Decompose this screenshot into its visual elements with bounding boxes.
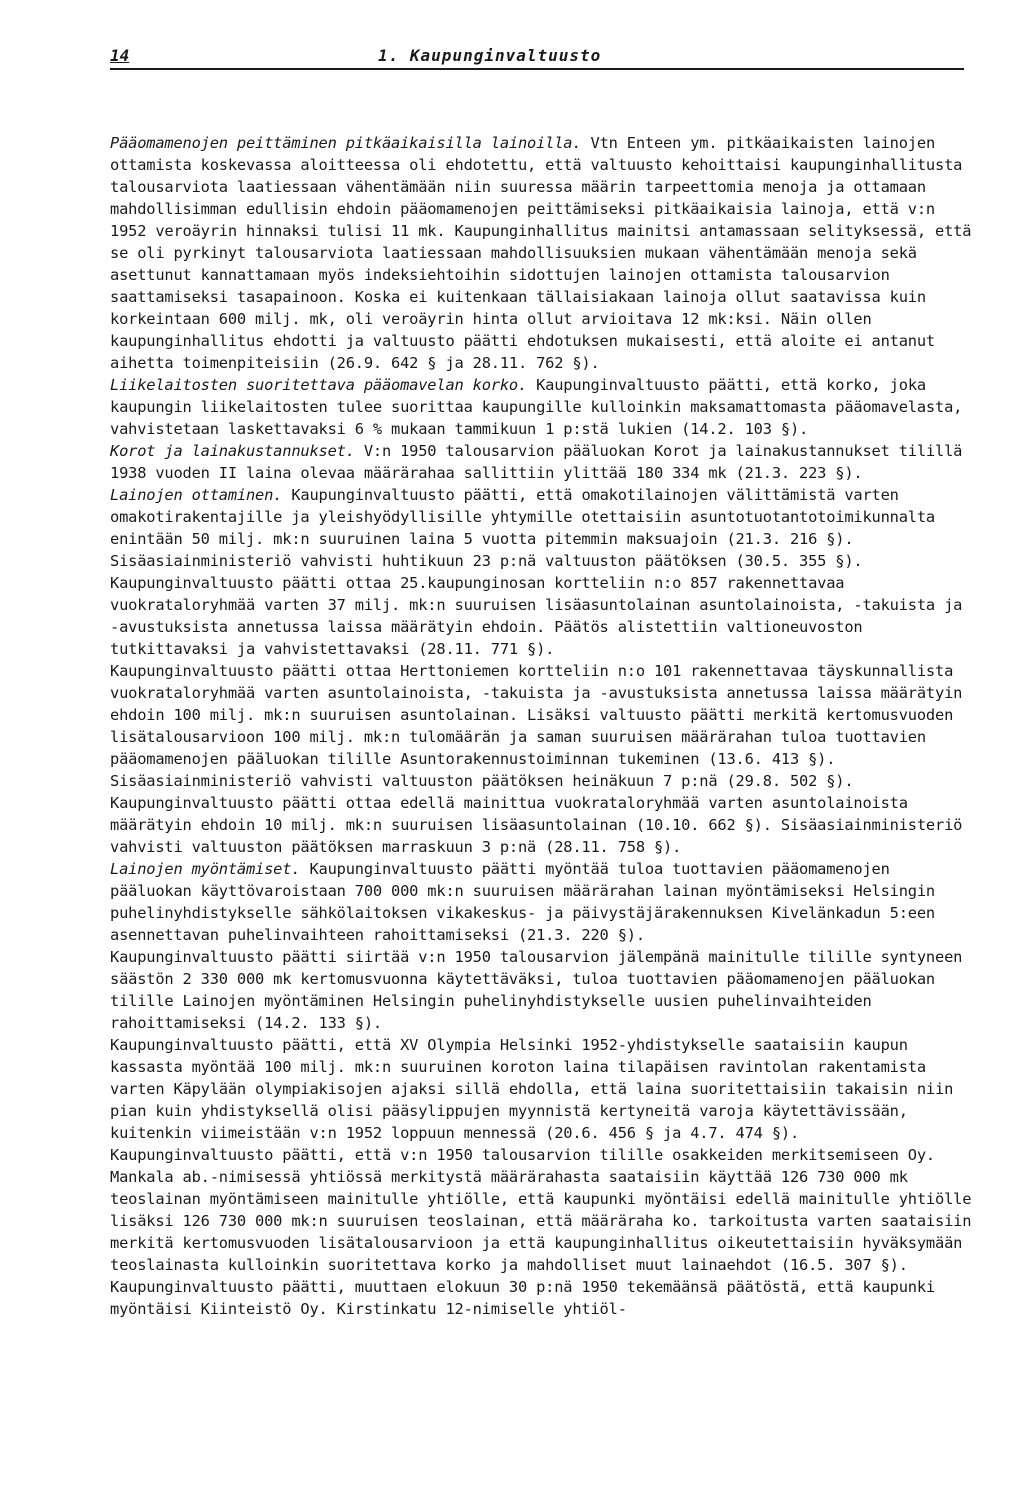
- paragraph: [110, 858, 974, 946]
- section-heading: Pääomamenojen peittäminen pitkäaikaisilla lainoilla.: [110, 134, 582, 152]
- paragraph-text: Vtn Enteen ym. pitkäaikaisten lainojen ottamista koskevassa aloitteessa oli ehdotettu, että valtuusto kehoittaisi kaupunginhallitusta talousarviota laatiessaan vähentämään niin suuressa määrin tarpeettomia menoja ja ottamaan mahdollisimman edullisin ehdoin pääomamenojen peittämiseksi pitkäaikaisia lainoja, että v:n 1952 veroäyrin hinnaksi tulisi 11 mk. Kaupunginhallitus mainitsi antamassaan selityksessä, että se oli pyrkinyt talousarviota laatiessaan mahdollisuuksien mukaan vähentämään menoja sekä asettunut kannattamaan myös indeksiehtoihin sidottujen lainojen ottamista talousarvion saattamiseksi tasapainoon. Koska ei kuitenkaan tällaisiakaan lainoja ollut saatavissa kuin korkeintaan 600 milj. mk, oli veroäyrin hinta ollut arvioitava 12 mk:ksi. Näin ollen kaupunginhallitus ehdotti ja valtuusto päätti ehdotuksen mukaisesti, että aloite ei antanut aihetta toimenpiteisiin (26.9. 642 § ja 28.11. 762 §).: [110, 134, 981, 372]
- paragraph-text: Kaupunginvaltuusto päätti, että omakotilainojen välittämistä varten omakotirakentajille ja yleishyödyllisille yhtymille otettaisiin asuntotuotantotoimikunnalta enintään 50 milj. mk:n suuruinen laina 5 vuotta pitemmin maksuajoin (21.3. 216 §). Sisäasiainministeriö vahvisti huhtikuun 23 p:nä valtuuston päätöksen (30.5. 355 §).: [110, 486, 945, 570]
- paragraph: [110, 484, 974, 572]
- section-heading: Lainojen ottaminen.: [110, 486, 283, 504]
- paragraph: [110, 1144, 981, 1276]
- paragraph-text: Kaupunginvaltuusto päätti, että XV Olympia Helsinki 1952-yhdistykselle saataisiin kaupun kassasta myöntää 100 milj. mk:n suuruinen koroton laina tilapäisen ravintolan rakentamista varten Käpylään olympiakisojen ajaksi sillä ehdolla, että laina suoritettaisiin takaisin niin pian kuin yhdistyksellä olisi pääsylippujen myynnistä kertyneitä varoja käytettävissään, kuitenkin viimeistään v:n 1952 loppuun mennessä (20.6. 456 § ja 4.7. 474 §).: [110, 1036, 963, 1142]
- paragraph-text: Kaupunginvaltuusto päätti ottaa Herttoniemen kortteliin n:o 101 rakennettavaa täyskunnallista vuokrataloryhmää varten asuntolainoista, -takuista ja -avustuksista annetussa laissa määrätyin ehdoin 100 milj. mk:n suuruisen asuntolainan. Lisäksi valtuusto päätti merkitä kertomusvuoden lisätalousarvioon 100 milj. mk:n tulomäärän ja saman suuruisen määrärahan tuloa tuottavien pääomamenojen pääluokan tilille Asuntorakennustoiminnan tukeminen (13.6. 413 §). Sisäasiainministeriö vahvisti valtuuston päätöksen heinäkuun 7 p:nä (29.8. 502 §). Kaupunginvaltuusto päätti ottaa edellä mainittua vuokrataloryhmää varten asuntolainoista määrätyin ehdoin 10 milj. mk:n suuruisen lisäasuntolainan (10.10. 662 §). Sisäasiainministeriö vahvisti valtuuston päätöksen marraskuun 3 p:nä (28.11. 758 §).: [110, 662, 972, 856]
- paragraph: [110, 374, 974, 440]
- paragraph: [110, 440, 974, 484]
- body-text: [110, 132, 981, 1320]
- paragraph-text: Kaupunginvaltuusto päätti, että v:n 1950 talousarvion tilille osakkeiden merkitsemiseen Oy. Mankala ab.-nimisessä yhtiössä merkitystä määrärahasta saataisiin käyttää 126 730 000 mk teoslainan myöntämiseen mainitulle yhtiölle, että kaupunki myöntäisi edellä mainitulle yhtiölle lisäksi 126 730 000 mk:n suuruisen teoslainan, että määräraha ko. tarkoitusta varten saataisiin merkitä kertomusvuoden lisätalousarvioon ja että kaupunginhallitus oikeutettaisiin hyväksymään teoslainasta kulloinkin suoritettava korko ja mahdolliset muut lainaehdot (16.5. 307 §).: [110, 1146, 981, 1274]
- paragraph-text: Kaupunginvaltuusto päätti, että korko, joka kaupungin liikelaitosten tulee suorittaa kaupungille kulloinkin maksamattomasta pääomavelasta, vahvistetaan laskettavaksi 6 % mukaan tammikuun 1 p:stä lukien (14.2. 103 §).: [110, 376, 972, 438]
- paragraph: [110, 132, 981, 374]
- section-heading: Liikelaitosten suoritettava pääomavelan korko.: [110, 376, 528, 394]
- paragraph: [110, 660, 974, 858]
- header-rule: [110, 68, 964, 70]
- section-heading: Korot ja lainakustannukset.: [110, 442, 355, 460]
- paragraph-text: Kaupunginvaltuusto päätti siirtää v:n 1950 talousarvion jälempänä mainitulle tilille syntyneen säästön 2 330 000 mk kertomusvuonna käytettäväksi, tuloa tuottavien pääomamenojen pääluokan tilille Lainojen myöntäminen Helsingin puhelinyhdistykselle uusien puhelinvaihteiden rahoittamiseksi (14.2. 133 §).: [110, 948, 972, 1032]
- running-head: 1. Kaupunginvaltuusto: [378, 46, 602, 65]
- paragraph-text: Kaupunginvaltuusto päätti ottaa 25.kaupunginosan kortteliin n:o 857 rakennettavaa vuokrataloryhmää varten 37 milj. mk:n suuruisen lisäasuntolainan asuntolainoista, -takuista ja -avustuksista annetussa laissa määrätyin ehdoin. Päätös alistettiin valtioneuvoston tutkittavaksi ja vahvistettavaksi (28.11. 771 §).: [110, 574, 972, 658]
- section-heading: Lainojen myöntämiset.: [110, 860, 301, 878]
- paragraph: [110, 1276, 974, 1320]
- paragraph: [110, 572, 974, 660]
- page-header: [110, 38, 974, 68]
- paragraph-text: V:n 1950 talousarvion pääluokan Korot ja lainakustannukset tilillä 1938 vuoden II laina olevaa määrärahaa sallittiin ylittää 180 334 mk (21.3. 223 §).: [110, 442, 972, 482]
- page-number: 14: [110, 46, 130, 65]
- paragraph: [110, 946, 974, 1034]
- paragraph-text: Kaupunginvaltuusto päätti, muuttaen elokuun 30 p:nä 1950 tekemäänsä päätöstä, että kaupunki myöntäisi Kiinteistö Oy. Kirstinkatu 12-nimiselle yhtiöl-: [110, 1278, 945, 1318]
- paragraph: [110, 1034, 974, 1144]
- paragraph-text: Kaupunginvaltuusto päätti myöntää tuloa tuottavien pääomamenojen pääluokan käyttövaroistaan 700 000 mk:n suuruisen määrärahan lainan myöntämiseksi Helsingin puhelinyhdistykselle sähkölaitoksen vikakeskus- ja päivystäjärakennuksen Kivelänkadun 5:een asennettavan puhelinvaihteen rahoittamiseksi (21.3. 220 §).: [110, 860, 945, 944]
